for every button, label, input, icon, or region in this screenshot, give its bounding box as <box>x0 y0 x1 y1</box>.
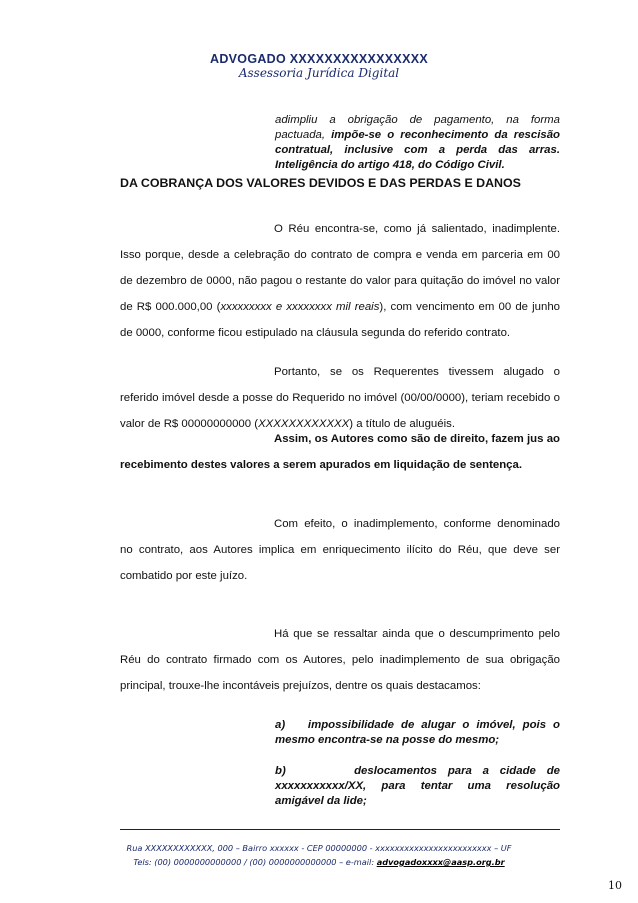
paragraph-1-text: O Réu encontra-se, como já salientado, inadimplente. Isso porque, desde a celebração do contrato de compra e venda em parceria em 00 de dezembro de 0000, não pagou o restante do valor para quitação do imóvel no valor de R$ 000.000,00 ( <box>120 223 560 313</box>
paragraph-3 <box>120 426 560 478</box>
paragraph-2-end: ) a título de aluguéis. <box>349 418 455 430</box>
paragraph-3-text: Assim, os Autores como são de direito, fazem jus ao recebimento destes valores a serem apurados em liquidação de sentença. <box>120 433 560 471</box>
paragraph-5-text: Há que se ressaltar ainda que o descumprimento pelo Réu do contrato firmado com os Autores, pelo inadimplemento de sua obrigação principal, trouxe-lhe incontáveis prejuízos, dentre os quais destacamos: <box>120 628 560 692</box>
footer-contacts <box>0 857 638 867</box>
paragraph-5 <box>120 621 560 699</box>
paragraph-2-text: Portanto, se os Requerentes tivessem alugado o referido imóvel desde a posse do Requerido no imóvel (00/00/0000), teriam recebido o valor de R$ 00000000000 ( <box>120 366 560 430</box>
paragraph-1-end: ), com vencimento em 00 de junho de 0000, conforme ficou estipulado na cláusula segunda do referido contrato. <box>120 301 560 339</box>
paragraph-1 <box>120 216 560 346</box>
footer-divider <box>120 829 560 830</box>
footer-address: Rua XXXXXXXXXXXX, 000 – Bairro xxxxxx - CEP 00000000 - xxxxxxxxxxxxxxxxxxxxxxxx – UF <box>126 843 512 853</box>
footer-email-link[interactable]: advogadoxxxx@aasp.org.br <box>376 857 505 867</box>
section-title: DA COBRANÇA DOS VALORES DEVIDOS E DAS PERDAS E DANOS <box>120 176 521 190</box>
paragraph-4-text: Com efeito, o inadimplemento, conforme denominado no contrato, aos Autores implica em enriquecimento ilícito do Réu, que deve ser combatido por este juízo. <box>120 518 560 582</box>
rent-amount-in-words: XXXXXXXXXXXX <box>258 418 350 430</box>
footer-phones: Tels: (00) 0000000000000 / (00) 0000000000000 – e-mail: <box>133 857 377 867</box>
quoted-excerpt <box>275 113 560 173</box>
page-number: 10 <box>608 879 622 892</box>
letterhead-title: ADVOGADO XXXXXXXXXXXXXXXX <box>210 52 428 66</box>
amount-in-words: xxxxxxxxx e xxxxxxxx mil reais <box>220 301 380 313</box>
quote-text: adimpliu a obrigação de pagamento, na forma pactuada, <box>275 114 560 141</box>
paragraph-4 <box>120 511 560 589</box>
list-item-a: a) impossibilidade de alugar o imóvel, pois o mesmo encontra-se na posse do mesmo; <box>275 719 560 746</box>
list-item-b: b) deslocamentos para a cidade de xxxxxxxxxxx/XX, para tentar uma resolução amigável da lide; <box>275 765 560 807</box>
letterhead-subtitle: Assessoria Jurídica Digital <box>238 66 400 80</box>
quote-emphasis: impõe-se o reconhecimento da rescisão contratual, inclusive com a perda das arras. Inteligência do artigo 418, do Código Civil. <box>275 129 560 171</box>
